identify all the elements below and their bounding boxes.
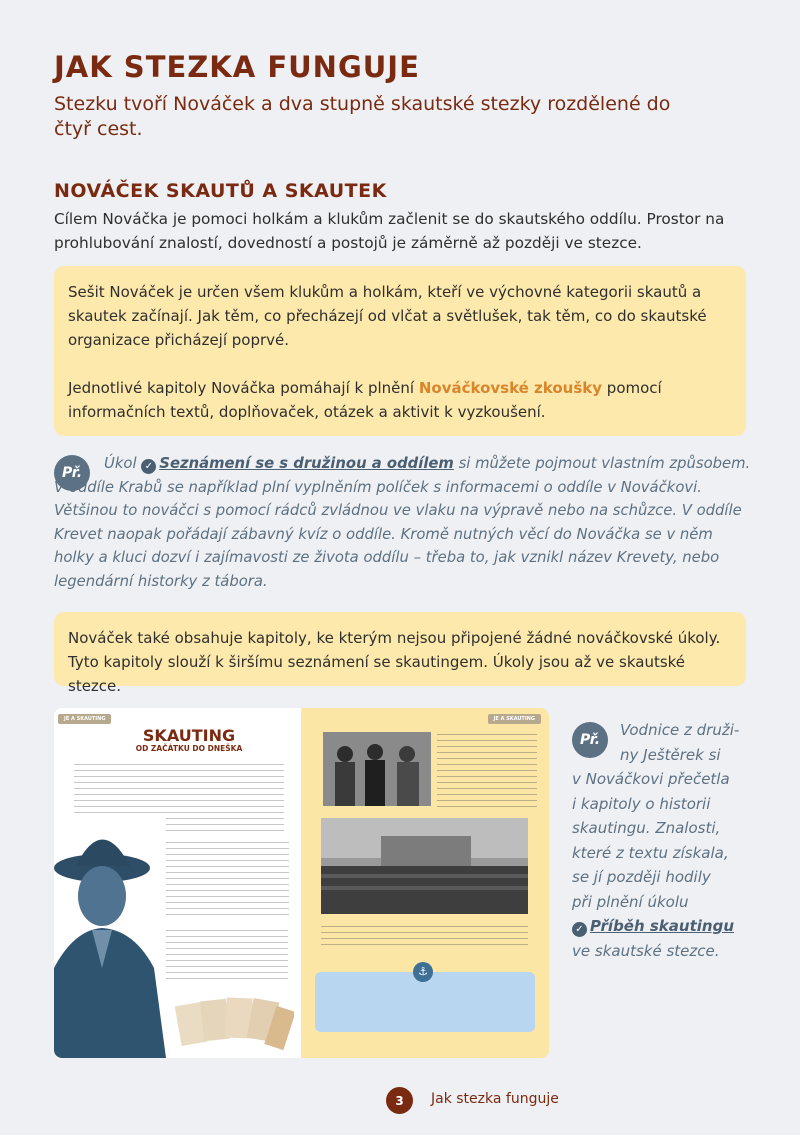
info-text: pomocí informačních textů, doplňovaček, otázek a aktivit k vyzkoušení. xyxy=(68,379,662,421)
sidebar-badge: Př. xyxy=(572,722,608,758)
booklets-image xyxy=(174,990,294,1055)
sidebar-task-line xyxy=(572,914,752,939)
sidebar-line: skautingu. Znalosti, xyxy=(572,819,721,837)
baden-powell-portrait xyxy=(54,818,166,1058)
section-intro: Cílem Nováčka je pomoci holkám a klukům začlenit se do skautského oddílu. Prostor na prohlubování znalostí, dovedností a postojů je záměrně až později ve stezce. xyxy=(54,210,725,252)
sidebar-line: ve skautské stezce. xyxy=(572,941,720,960)
example-lead: Úkol xyxy=(104,455,142,472)
footer-title: Jak stezka funguje xyxy=(431,1091,559,1107)
task-link-pribeh-skautingu[interactable]: Příběh skautingu xyxy=(590,917,734,935)
check-icon: ✓ xyxy=(572,922,587,937)
check-icon: ✓ xyxy=(141,459,156,474)
spread-title: SKAUTING xyxy=(142,726,236,745)
info-box-novacek xyxy=(54,266,746,436)
jamboree-photo xyxy=(321,818,528,914)
example-text xyxy=(54,452,754,593)
spread-tag: JE A SKAUTING xyxy=(488,714,541,724)
spread-subtitle: OD ZAČÁTKU DO DNEŠKA xyxy=(135,744,243,753)
sidebar-line: i kapitoly o historii xyxy=(572,794,711,813)
spread-text-block xyxy=(437,730,537,808)
info-text: Jednotlivé kapitoly Nováčka pomáhají k plnění xyxy=(68,379,419,397)
spread-right-page xyxy=(301,708,549,1058)
sidebar-example xyxy=(572,718,752,963)
task-link-seznameni[interactable]: Seznámení se s družinou a oddílem xyxy=(159,455,454,472)
spread-tag: JE A SKAUTING xyxy=(58,714,111,724)
page-subtitle: Stezku tvoří Nováček a dva stupně skautské stezky rozdělené do čtyř cest. xyxy=(54,93,671,140)
historic-photo xyxy=(323,732,431,806)
sidebar-line: při plnění úkolu xyxy=(572,892,689,911)
page-title: JAK STEZKA FUNGUJE xyxy=(54,50,420,84)
book-spread-image xyxy=(54,708,549,1058)
anchor-icon: ⚓ xyxy=(413,962,433,982)
info-paragraph-2 xyxy=(68,376,732,424)
info-paragraph-3: Nováček také obsahuje kapitoly, ke kterým nejsou připojené žádné nováčkovské úkoly. Tyto kapitoly slouží k širšímu seznámení se skautingem. Úkoly jsou až ve skautské stezce. xyxy=(68,629,721,695)
spread-text-block xyxy=(321,922,528,948)
example-badge: Př. xyxy=(54,455,90,491)
info-box-kapitoly xyxy=(54,612,746,695)
sidebar-line: se jí později hodily xyxy=(572,868,711,886)
info-paragraph-1: Sešit Nováček je určen všem klukům a holkám, kteří ve výchovné kategorii skautů a skautek začínají. Jak těm, co přecházejí od vlčat a světlušek, tak těm, co do skautské organizace přicházejí poprvé. xyxy=(68,283,707,349)
sidebar-line: Vodnice z druži- xyxy=(620,721,740,739)
spread-text-block xyxy=(164,838,289,918)
section-heading: NOVÁČEK SKAUTŮ A SKAUTEK xyxy=(54,180,387,202)
example-body: si můžete pojmout vlastním způsobem. V oddíle Krabů se například plní vyplněním políček s informacemi o oddíle v Nováčkovi. Většinou to nováčci s pomocí rádců zvládnou ve vlaku na výpravě nebo na schůzce. V oddíle Krevet naopak pořádají zábavný kvíz o oddíle. Kromě nutných věcí do Nováčka se v něm holky a kluci dozví i zajímavosti ze života oddílu – třeba to, jak vznikl název Krevety, nebo legendární historky z tábora. xyxy=(54,455,751,590)
sidebar-line: ny Ještěrek si xyxy=(620,745,721,764)
spread-left-page xyxy=(54,708,301,1058)
spread-text-block xyxy=(166,926,288,984)
novackovska-zkouska-link[interactable]: Nováčkovské zkoušky xyxy=(418,379,603,397)
page-number: 3 xyxy=(386,1087,413,1114)
sidebar-line: v Nováčkovi přečetla xyxy=(572,770,730,788)
sidebar-line: které z textu získala, xyxy=(572,843,729,862)
